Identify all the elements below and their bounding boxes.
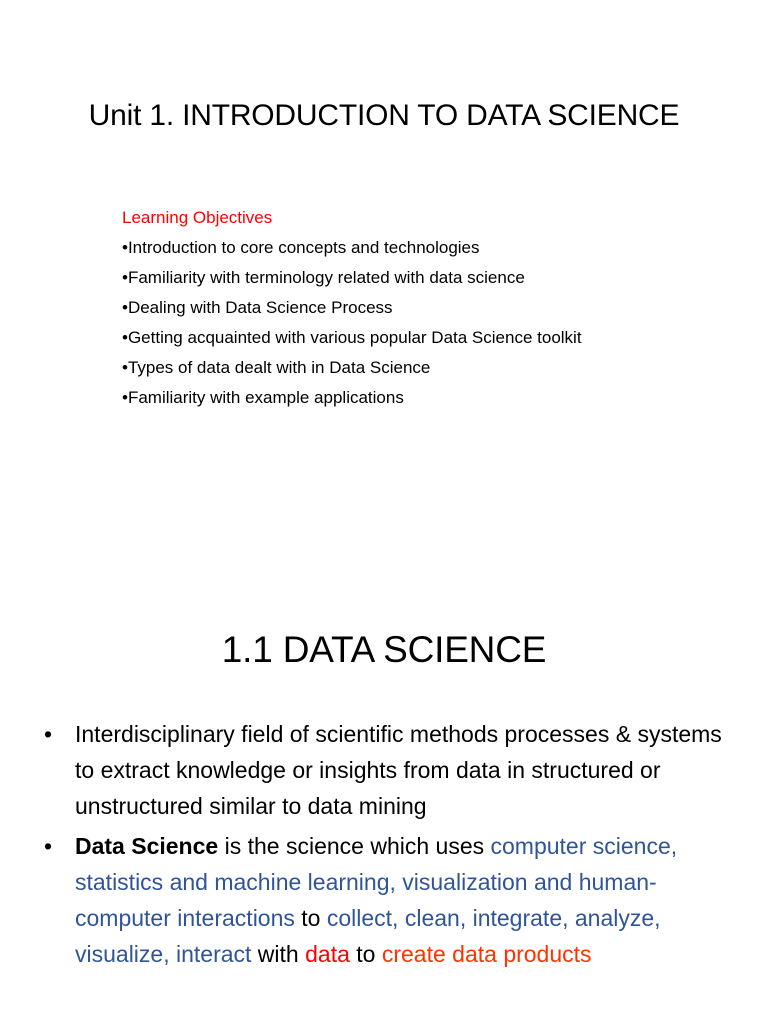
plain-text: is the science which uses [218,833,491,859]
objective-item: •Dealing with Data Science Process [122,298,393,317]
slide-data-science [0,512,768,1024]
bullet-item-description [44,828,744,972]
objective-item: •Types of data dealt with in Data Science [122,358,431,377]
bullet-dot-icon: • [44,721,53,747]
plain-text: to [349,941,382,967]
objective-item: •Introduction to core concepts and technologies [122,238,480,257]
bullet-dot-icon: • [44,833,53,859]
bullet-list [44,716,744,976]
learning-objectives [122,203,742,413]
highlight-disciplines: computer science, statistics and machine learning, visualization and human-computer interactions [75,833,678,931]
highlight-data: data [305,941,350,967]
objectives-heading: Learning Objectives [122,208,273,227]
highlight-products: create data products [381,941,592,967]
bold-term: Data Science [75,833,219,859]
plain-text: with [251,941,306,967]
bullet-item-definition [44,716,744,824]
objective-item: •Familiarity with terminology related with data science [122,268,525,287]
section-title: 1.1 DATA SCIENCE [221,629,547,670]
bullet-text: Interdisciplinary field of scientific methods processes & systems to extract knowledge or insights from data in structured or unstructured similar to data mining [75,721,722,819]
unit-title: Unit 1. INTRODUCTION TO DATA SCIENCE [88,99,680,132]
highlight-actions: collect, clean, integrate, analyze, visualize, interact [75,905,661,967]
objective-item: •Getting acquainted with various popular Data Science toolkit [122,328,582,347]
plain-text: to [294,905,327,931]
objective-item: •Familiarity with example applications [122,388,404,407]
